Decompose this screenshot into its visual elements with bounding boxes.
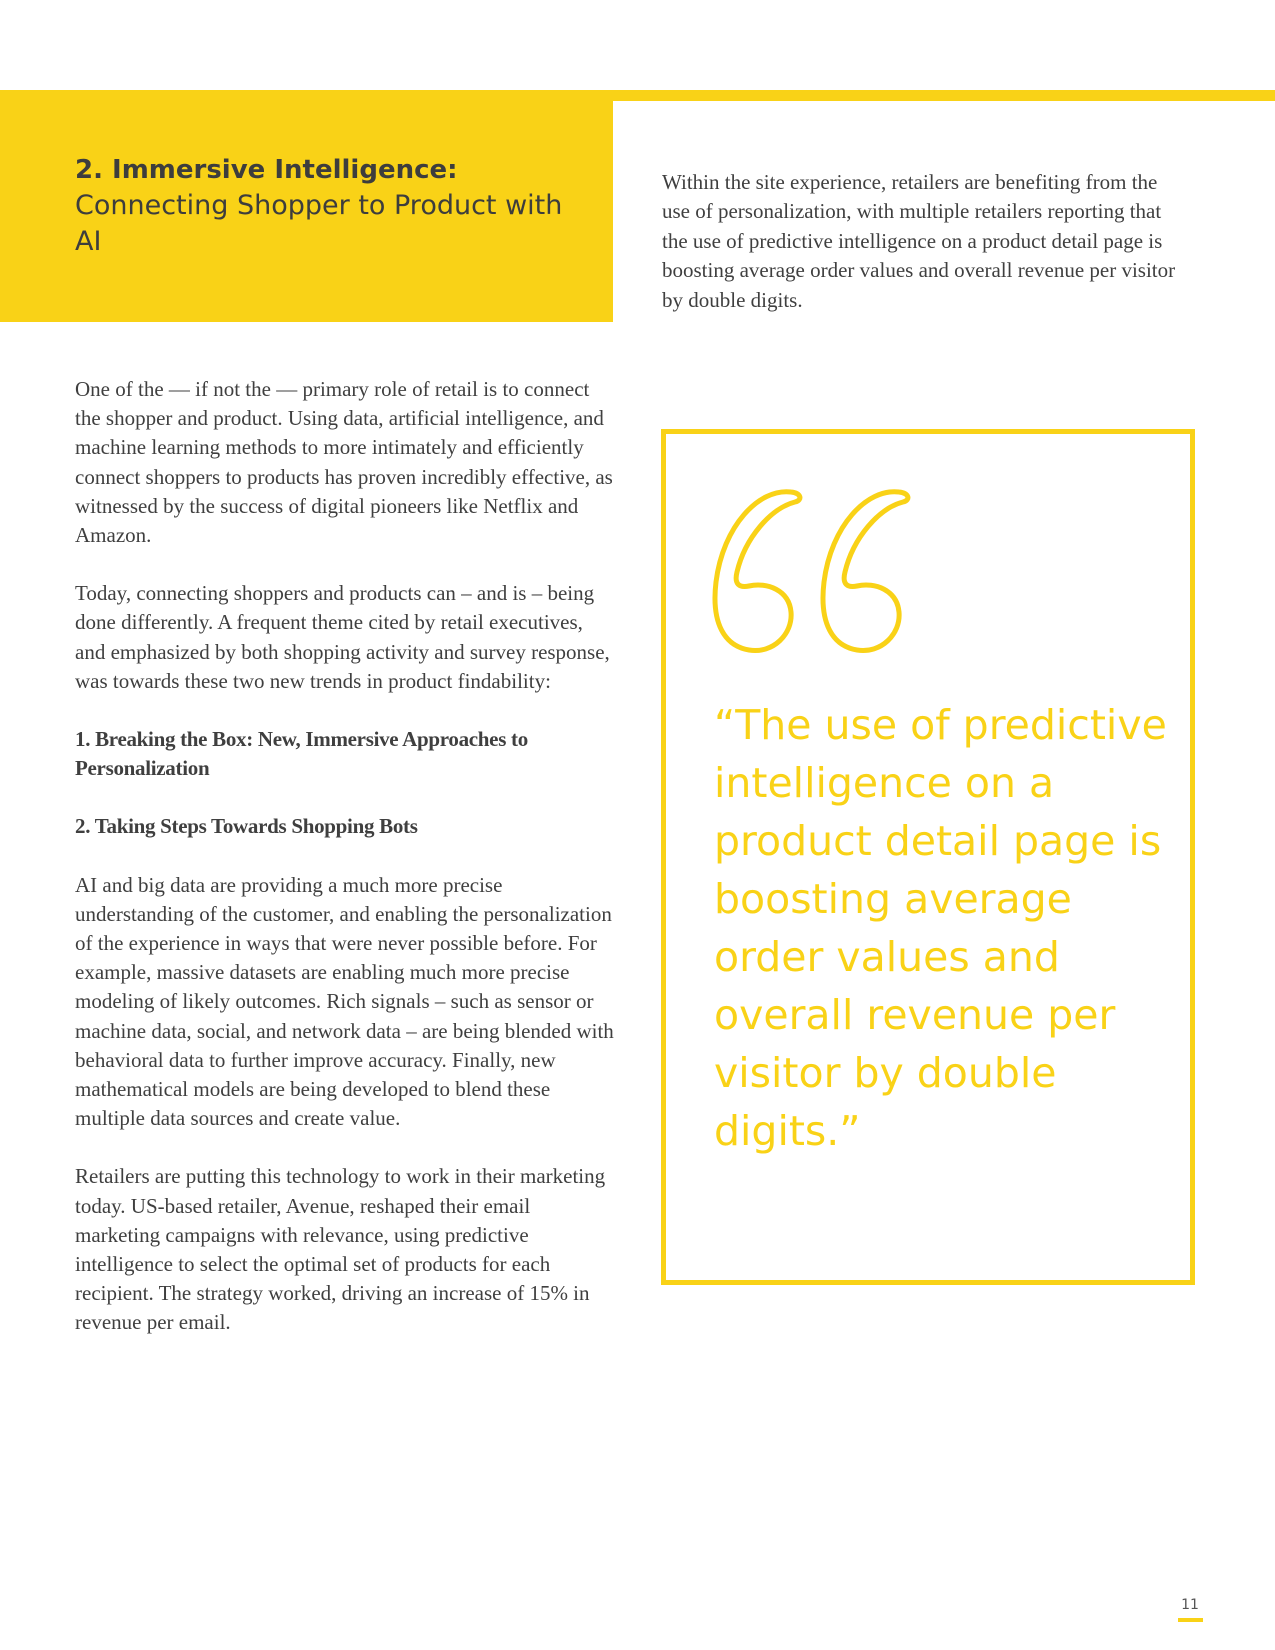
intro-paragraph: Within the site experience, retailers are benefiting from the use of personalization, with multiple retailers reporting that the use of predictive intelligence on a product detail page is boosting average order values and overall revenue per visitor by double digits. <box>662 170 1176 312</box>
trend-heading-1: 1. Breaking the Box: New, Immersive Approaches to Personalization <box>75 727 528 781</box>
trend-heading-2: 2. Taking Steps Towards Shopping Bots <box>75 814 418 839</box>
body-paragraph-1: One of the — if not the — primary role of retail is to connect the shopper and product. Using data, artificial intelligence, and machine learning methods to more intimately and efficiently connect shoppers to products has proven incredibly effective, as witnessed by the success of digital pioneers like Netflix and Amazon. <box>75 377 613 548</box>
section-title-bold: 2. Immersive Intelligence: <box>75 155 458 185</box>
body-paragraph-4: Retailers are putting this technology to work in their marketing today. US-based retailer, Avenue, reshaped their email marketing campaigns with relevance, using predictive intelligence to select the optimal set of products for each recipient. The strategy worked, driving an increase of 15% in revenue per email. <box>75 1164 606 1335</box>
quote-mark-icon <box>709 486 919 658</box>
page-number-underline <box>1178 1618 1203 1622</box>
pull-quote-text: “The use of predictive intelligence on a product detail page is boosting average order values and overall revenue per visitor by double digits.” <box>714 701 1167 1155</box>
pull-quote-box <box>661 429 1195 1285</box>
section-title-subtitle: Connecting Shopper to Product with AI <box>75 190 563 257</box>
body-paragraph-2: Today, connecting shoppers and products can – and is – being done differently. A frequent theme cited by retail executives, and emphasized by both shopping activity and survey response, was towards these two new trends in product findability: <box>75 581 610 693</box>
body-column <box>75 375 615 1367</box>
page-number: 11 <box>1181 1597 1199 1613</box>
section-title <box>75 152 595 260</box>
body-paragraph-3: AI and big data are providing a much more precise understanding of the customer, and enabling the personalization of the experience in ways that were never possible before. For example, massive datasets are enabling much more precise modeling of likely outcomes. Rich signals – such as sensor or machine data, social, and network data – are being blended with behavioral data to further improve accuracy. Finally, new mathematical models are being developed to blend these multiple data sources and create value. <box>75 872 614 1131</box>
